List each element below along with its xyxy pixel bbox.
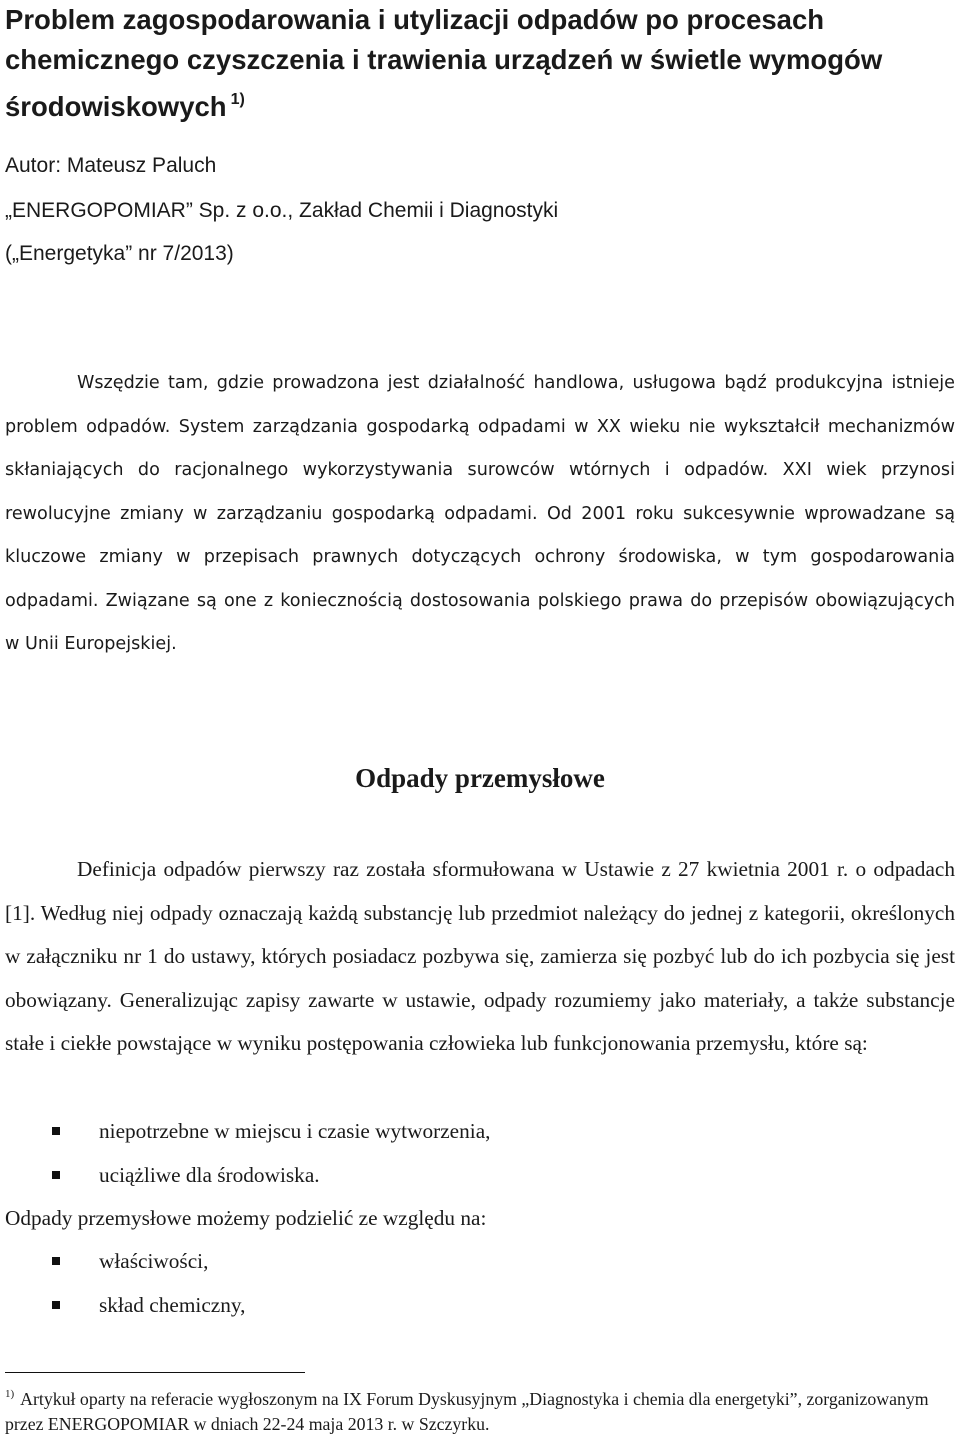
footnote-text: Artykuł oparty na referacie wygłoszonym na IX Forum Dyskusyjnym „Diagnostyka i chemia dla energetyki”, zorganizowanym przez ENERGOPOMIAR w dniach 22-24 maja 2013 r. w Szczyrku. — [5, 1389, 929, 1434]
list-item-text: właściwości, — [99, 1249, 209, 1273]
list-item-text: skład chemiczny, — [99, 1292, 246, 1317]
footnote-divider — [5, 1372, 305, 1373]
square-bullet-icon — [52, 1127, 60, 1135]
list-item-text: niepotrzebne w miejscu i czasie wytworzenia, — [99, 1119, 491, 1143]
square-bullet-icon — [52, 1171, 60, 1179]
paper-title-text: Problem zagospodarowania i utylizacji odpadów po procesach chemicznego czyszczenia i trawienia urządzeń w świetle wymogów środowiskowych — [5, 4, 883, 122]
intro-paragraph-text: Wszędzie tam, gdzie prowadzona jest działalność handlowa, usługowa bądź produkcyjna istnieje problem odpadów. System zarządzania gospodarką odpadami w XX wieku nie wykształcił mechanizmów skłaniających do racjonalnego wykorzystywania surowców wtórnych i odpadów. XXI wiek przynosi rewolucyjne zmiany w zarządzaniu gospodarką odpadami. Od 2001 roku sukcesywnie wprowadzane są kluczowe zmiany w przepisach prawnych dotyczących ochrony środowiska, w tym gospodarowania odpadami. Związane są one z koniecznością dostosowania polskiego prawa do przepisów obowiązujących w Unii Europejskiej. — [5, 373, 955, 654]
classification-lead: Odpady przemysłowe możemy podzielić ze względu na: — [5, 1206, 487, 1230]
affiliation-line: „ENERGOPOMIAR” Sp. z o.o., Zakład Chemii i Diagnostyki — [5, 199, 559, 222]
square-bullet-icon — [52, 1257, 60, 1265]
square-bullet-icon — [52, 1301, 60, 1309]
bullet-list-classification — [5, 1240, 955, 1327]
author-line: Autor: Mateusz Paluch — [5, 154, 217, 177]
list-item-text: uciążliwe dla środowiska. — [99, 1162, 320, 1187]
list-item — [5, 1110, 955, 1154]
footnote-ref-marker: 1) — [230, 91, 245, 108]
list-item — [5, 1240, 955, 1284]
source-line: („Energetyka” nr 7/2013) — [5, 242, 234, 265]
intro-paragraph — [5, 362, 955, 667]
paper-title — [5, 0, 955, 127]
section-heading: Odpady przemysłowe — [355, 763, 605, 793]
footnote-marker: 1) — [5, 1388, 15, 1400]
footnote — [5, 1382, 955, 1437]
list-item — [5, 1154, 955, 1198]
section-paragraph — [5, 848, 955, 1066]
list-item — [5, 1284, 955, 1328]
section-paragraph-text: Definicja odpadów pierwszy raz została sformułowana w Ustawie z 27 kwietnia 2001 r. o odpadach [1]. Według niej odpady oznaczają każdą substancję lub przedmiot należący do jednej z kategorii, określonych w załączniku nr 1 do ustawy, których posiadacz pozbywa się, zamierza się pozbyć lub do ich pozbycia się jest obowiązany. Generalizując zapisy zawarte w ustawie, odpady rozumiemy jako materiały, a także substancje stałe i ciekłe powstające w wyniku postępowania człowieka lub funkcjonowania przemysłu, które są: — [5, 857, 955, 1055]
bullet-list-characteristics — [5, 1110, 955, 1197]
